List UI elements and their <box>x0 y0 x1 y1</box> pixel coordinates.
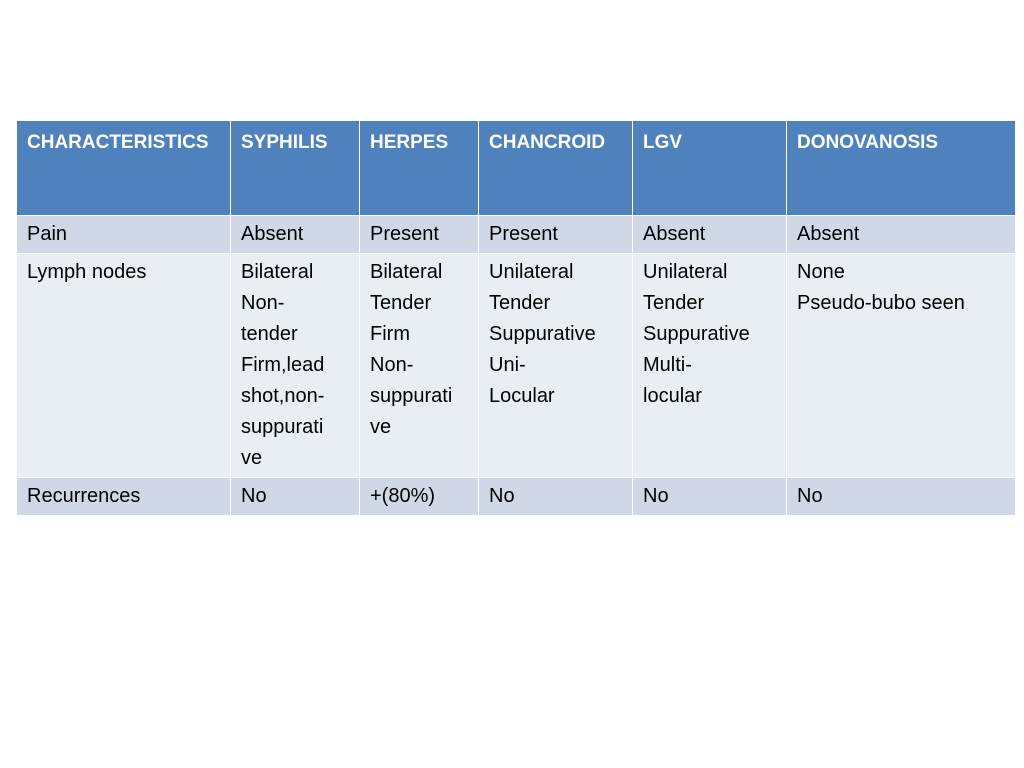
cell-line: tender <box>241 323 298 345</box>
cell-line: Tender <box>643 292 705 314</box>
cell-line: Firm,lead <box>241 354 325 376</box>
table-row <box>17 478 1016 516</box>
table-body <box>17 216 1016 516</box>
cell-line: No <box>797 485 823 507</box>
row-label: Pain <box>17 216 231 254</box>
cell-line: Non- <box>370 354 414 376</box>
cell-line: ve <box>370 416 392 438</box>
cell-line: Unilateral <box>489 261 574 283</box>
cell-line: Tender <box>489 292 551 314</box>
cell-line: None <box>797 261 845 283</box>
cell-line: Bilateral <box>370 261 443 283</box>
cell-lgv <box>633 254 787 478</box>
header-herpes: HERPES <box>360 121 479 216</box>
cell-line: Pseudo-bubo seen <box>797 292 965 314</box>
cell-line: +(80%) <box>370 485 436 507</box>
cell-line: Uni- <box>489 354 526 376</box>
cell-line: Suppurative <box>643 323 750 345</box>
cell-lgv <box>633 216 787 254</box>
header-donovanosis: DONOVANOSIS <box>787 121 1016 216</box>
cell-lgv <box>633 478 787 516</box>
comparison-table <box>16 120 1016 516</box>
cell-line: Unilateral <box>643 261 728 283</box>
cell-line: Bilateral <box>241 261 314 283</box>
cell-line: No <box>241 485 267 507</box>
cell-donovanosis <box>787 254 1016 478</box>
cell-line: Multi- <box>643 354 692 376</box>
cell-line: Suppurative <box>489 323 596 345</box>
cell-herpes <box>360 478 479 516</box>
cell-line: Tender <box>370 292 432 314</box>
cell-line: locular <box>643 385 702 407</box>
cell-syphilis <box>231 254 360 478</box>
cell-donovanosis <box>787 216 1016 254</box>
cell-line: Firm <box>370 323 410 345</box>
cell-syphilis <box>231 478 360 516</box>
cell-line: ve <box>241 447 263 469</box>
cell-donovanosis <box>787 478 1016 516</box>
cell-line: Present <box>370 223 439 245</box>
header-characteristics: CHARACTERISTICS <box>17 121 231 216</box>
cell-chancroid <box>479 254 633 478</box>
cell-syphilis <box>231 216 360 254</box>
cell-chancroid <box>479 478 633 516</box>
row-label: Recurrences <box>17 478 231 516</box>
cell-line: suppurati <box>241 416 324 438</box>
header-row <box>17 121 1016 216</box>
header-syphilis: SYPHILIS <box>231 121 360 216</box>
cell-line: Present <box>489 223 558 245</box>
cell-line: No <box>643 485 669 507</box>
cell-line: Absent <box>797 223 860 245</box>
cell-herpes <box>360 216 479 254</box>
cell-line: No <box>489 485 515 507</box>
cell-line: Non- <box>241 292 285 314</box>
table-row <box>17 216 1016 254</box>
cell-line: Absent <box>643 223 706 245</box>
cell-herpes <box>360 254 479 478</box>
row-label: Lymph nodes <box>17 254 231 478</box>
cell-line: Locular <box>489 385 555 407</box>
header-lgv: LGV <box>633 121 787 216</box>
header-chancroid: CHANCROID <box>479 121 633 216</box>
cell-line: shot,non- <box>241 385 325 407</box>
cell-chancroid <box>479 216 633 254</box>
cell-line: Absent <box>241 223 304 245</box>
table-row <box>17 254 1016 478</box>
cell-line: suppurati <box>370 385 453 407</box>
